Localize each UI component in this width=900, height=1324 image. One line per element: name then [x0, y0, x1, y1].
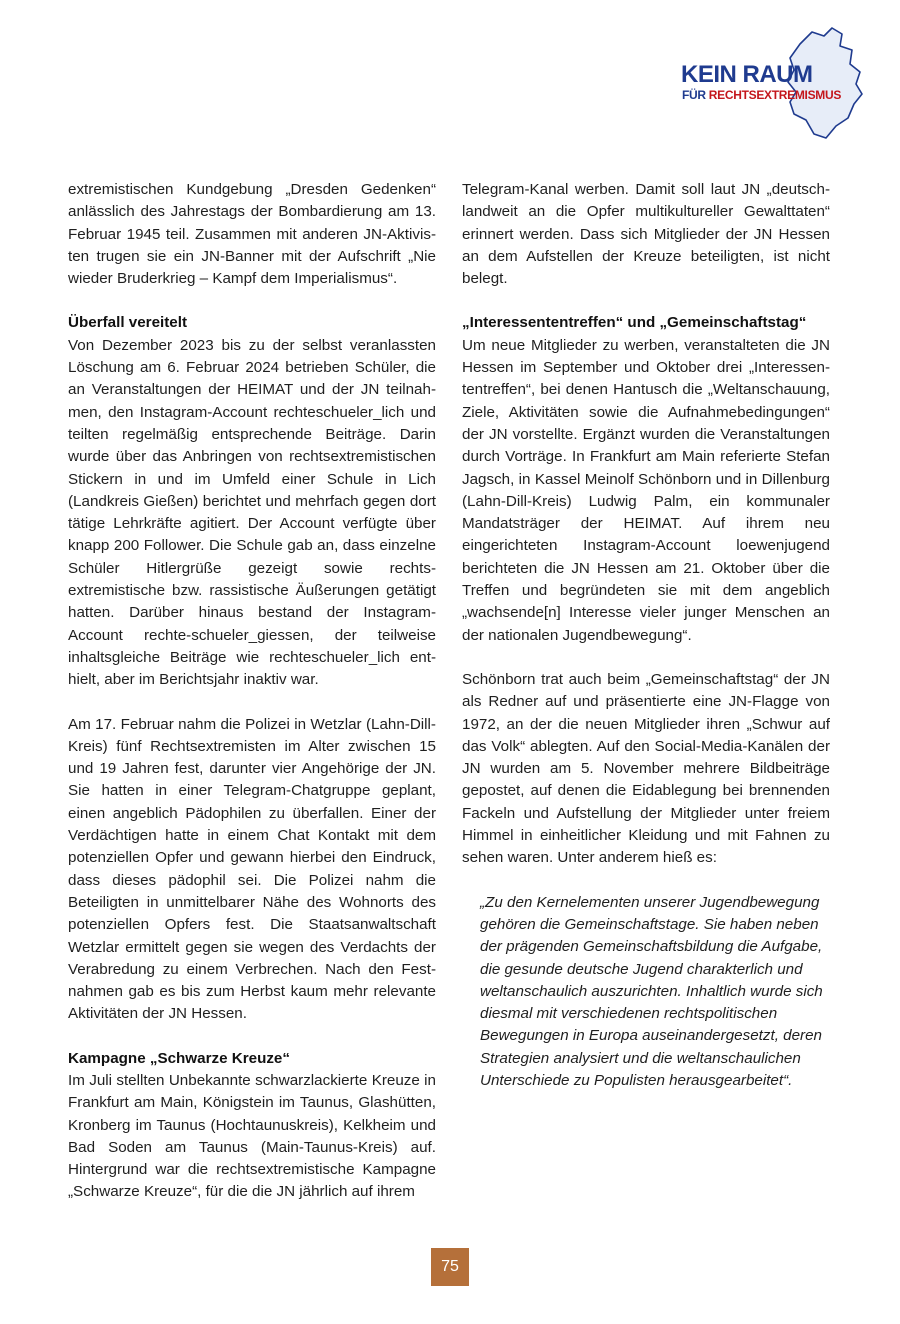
paragraph: Von Dezember 2023 bis zu der selbst veranlassten Löschung am 6. Februar 2024 betrieben Schüler, die an Veranstaltungen der HEIMAT und der JN teilnahmen, den Instagram-Account rechteschueler_lich und teilten regelmäßig entsprechende Beiträge. Darin wurde über das Anbringen von rechtsextremistischen Stickern in und im Umfeld einer Schule in Lich (Landkreis Gießen) berichtet und mehrfach gegen dort tätige Lehrkräfte agitiert. Der Account verfügte über knapp 200 Follower. Die Schule gab an, dass einzelne Schüler Hitlergrüße gezeigt sowie rechtsextremistische bzw. rassistische Äußerungen getätigt hatten. Darüber hinaus bestand der Instagram-Account rechte-schueler_giessen, der teilweise inhaltsgleiche Beiträge wie rechteschueler_lich enthielt, aber im Berichtsjahr inaktiv war.: [68, 336, 436, 689]
logo-title: KEIN RAUM: [681, 61, 813, 88]
right-column: [462, 179, 830, 1092]
page-number: 75: [431, 1248, 469, 1286]
section-heading: „Interessententreffen“ und „Gemeinschaftstag“: [462, 314, 807, 332]
paragraph: Schönborn trat auch beim „Gemeinschaftstag“ der JN als Redner auf und präsentierte eine JN-Flagge von 1972, an der die neuen Mitglieder ihren „Schwur auf das Volk“ ablegten. Auf den Social-Media-Kanälen der JN wurden am 5. November mehrere Bildbeiträge gepostet, auf denen die Eidablegung bei brennenden Fackeln und Aufstellung der Mitglieder unter freiem Himmel in einheitlicher Kleidung und mit Fahnen zu sehen waren. Unter anderem hieß es:: [462, 670, 830, 867]
paragraph: Telegram-Kanal werben. Damit soll laut JN „deutschlandweit an die Opfer multikultureller Gewalttaten“ erinnert werden. Dass sich Mitglieder der JN Hessen an dem Aufstellen der Kreuze beteiligten, ist nicht belegt.: [462, 181, 830, 288]
logo-subtitle: [682, 88, 841, 102]
section-heading: Überfall vereitelt: [68, 314, 188, 332]
section-heading: Kampagne „Schwarze Kreuze“: [68, 1049, 290, 1067]
logo-subtitle-prefix: FÜR: [682, 88, 709, 102]
logo: [672, 22, 872, 142]
paragraph: extremistischen Kundgebung „Dresden Gedenken“ anlässlich des Jahrestags der Bombardierung am 13. Februar 1945 teil. Zusammen mit anderen JN-Aktivisten trugen sie ein JN-Banner mit der Aufschrift „Nie wieder Bruderkrieg – Kampf dem Imperialismus“.: [68, 181, 436, 288]
paragraph: Um neue Mitglieder zu werben, veranstalteten die JN Hessen im September und Oktober drei „Interessententreffen“, bei denen Hantusch die „Weltanschauung, Ziele, Aktivitäten sowie die Aufnahmebedingungen“ der JN vorstellte. Ergänzt wurden die Veranstaltungen durch Vorträge. In Frankfurt am Main referierte Stefan Jagsch, in Kassel Meinolf Schönborn und in Dillenburg (Lahn-Dill-Kreis) Ludwig Palm, ein kommunaler Mandatsträger der HEIMAT. Auf ihrem neu eingerichteten Instagram-Account loewenjugend berichteten die JN Hessen am 21. Oktober über die Treffen und begründeten sie mit dem angeblich „wachsende[n] Interesse vieler junger Menschen an der nationalen Jugendbewegung“.: [462, 336, 830, 644]
paragraph: Am 17. Februar nahm die Polizei in Wetzlar (Lahn-Dill-Kreis) fünf Rechtsextremisten im Alter zwischen 15 und 19 Jahren fest, darunter vier Angehörige der JN. Sie hatten in einer Telegram-Chatgruppe geplant, einen angeblich Pädophilen zu überfallen. Einer der Verdächtigen hatte in einem Chat Kontakt mit dem potenziellen Opfer und gewann hierbei den Eindruck, dass dieses pädophil sei. Die Polizei nahm die Beteiligten in unmittelbarer Nähe des Wohnorts des potenziellen Opfers fest. Die Staatsanwaltschaft Wetzlar ermittelt gegen sie wegen des Verdachts der Verabredung zu einem Verbrechen. Nach den Festnahmen gab es bis zum Herbst kaum mehr relevante Aktivitäten der JN Hessen.: [68, 715, 436, 1023]
paragraph: Im Juli stellten Unbekannte schwarzlackierte Kreuze in Frankfurt am Main, Königstein im Taunus, Glashütten, Kronberg im Taunus (Hochtaunuskreis), Kelkheim und Bad Soden am Taunus (Main-Taunus-Kreis) auf. Hintergrund war die rechtsextremistische Kampagne „Schwarze Kreuze“, für die die JN jährlich auf ihrem: [68, 1071, 436, 1201]
block-quote: „Zu den Kernelementen unserer Jugendbewegung gehören die Gemeinschaftstage. Sie haben neben der prägenden Gemeinschaftsbildung die Aufgabe, die gesunde deutsche Jugend charakterlich und weltanschaulich auszurichten. Inhaltlich wurde sich diesmal mit verschiedenen rechtspolitischen Bewegungen in Europa auseinandergesetzt, deren Strategien analysiert und die weltanschaulichen Unterschiede zu Populisten herausgearbeitet“.: [480, 893, 823, 1089]
logo-subtitle-accent: RECHTSEXTREMISMUS: [708, 88, 842, 102]
left-column: [68, 179, 436, 1204]
